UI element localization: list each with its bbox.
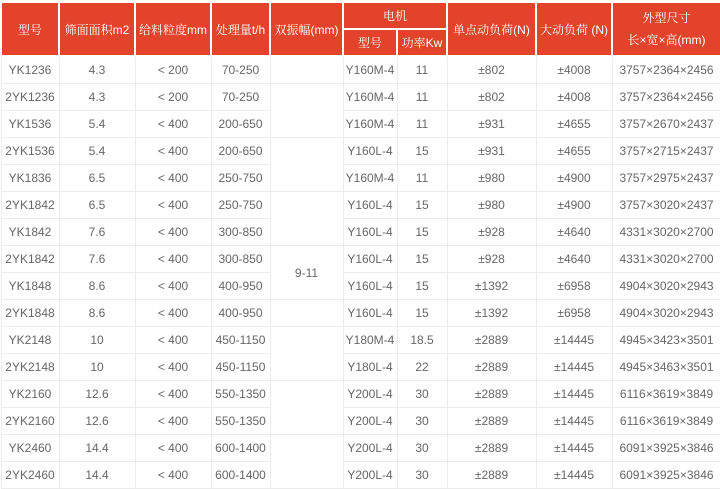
model-cell: YK1842 [1,219,59,246]
capacity-cell: 550-1350 [211,408,270,435]
screen-area-cell: 12.6 [59,381,135,408]
model-cell: 2YK1842 [1,192,59,219]
table-row [1,219,720,246]
model-cell: YK1848 [1,273,59,300]
max-load-cell: ±4008 [536,84,612,111]
feed-size-cell: < 400 [135,462,211,489]
amplitude-cell [270,138,343,192]
table-row [1,246,720,273]
single-point-load-cell: ±2889 [447,354,536,381]
motor-power-cell: 15 [397,192,447,219]
model-cell: YK1536 [1,111,59,138]
capacity-cell: 550-1350 [211,381,270,408]
max-load-cell: ±4655 [536,111,612,138]
feed-size-cell: < 400 [135,300,211,327]
table-row [1,56,720,84]
motor-power-cell: 15 [397,138,447,165]
table-row [1,408,720,435]
header-dimensions-line1: 外型尺寸 [642,10,691,25]
screen-area-cell: 4.3 [59,84,135,111]
max-load-cell: ±4900 [536,192,612,219]
header-capacity: 处理量t/h [211,2,270,56]
feed-size-cell: < 400 [135,354,211,381]
model-cell: YK2148 [1,327,59,354]
screen-area-cell: 8.6 [59,273,135,300]
feed-size-cell: < 400 [135,273,211,300]
motor-power-cell: 18.5 [397,327,447,354]
table-body [1,56,720,489]
dimensions-cell: 4331×3020×2700 [612,219,720,246]
dimensions-cell: 6116×3619×3849 [612,408,720,435]
feed-size-cell: < 400 [135,327,211,354]
single-point-load-cell: ±931 [447,138,536,165]
max-load-cell: ±6958 [536,273,612,300]
max-load-cell: ±4900 [536,165,612,192]
dimensions-cell: 4945×3423×3501 [612,327,720,354]
dimensions-cell: 3757×3020×2437 [612,192,720,219]
motor-model-cell: Y160L-4 [343,219,397,246]
model-cell: YK2460 [1,435,59,462]
amplitude-cell [270,300,343,327]
dimensions-cell: 3757×2364×2456 [612,56,720,84]
amplitude-cell [270,56,343,84]
motor-model-cell: Y200L-4 [343,462,397,489]
motor-power-cell: 11 [397,84,447,111]
table-row [1,111,720,138]
max-load-cell: ±14445 [536,354,612,381]
table-row [1,462,720,489]
motor-power-cell: 15 [397,300,447,327]
capacity-cell: 200-650 [211,138,270,165]
single-point-load-cell: ±1392 [447,273,536,300]
screen-area-cell: 14.4 [59,435,135,462]
max-load-cell: ±14445 [536,408,612,435]
max-load-cell: ±14445 [536,462,612,489]
table-row [1,435,720,462]
motor-power-cell: 11 [397,111,447,138]
amplitude-cell: 9-11 [270,246,343,300]
single-point-load-cell: ±928 [447,246,536,273]
feed-size-cell: < 400 [135,246,211,273]
motor-model-cell: Y160M-4 [343,84,397,111]
single-point-load-cell: ±802 [447,84,536,111]
motor-power-cell: 11 [397,165,447,192]
single-point-load-cell: ±980 [447,192,536,219]
capacity-cell: 70-250 [211,56,270,84]
table-row [1,327,720,354]
screen-area-cell: 6.5 [59,165,135,192]
screen-area-cell: 7.6 [59,219,135,246]
amplitude-cell [270,327,343,381]
dimensions-cell: 4904×3020×2943 [612,300,720,327]
spec-table [0,1,720,489]
capacity-cell: 250-750 [211,165,270,192]
max-load-cell: ±4640 [536,219,612,246]
single-point-load-cell: ±2889 [447,327,536,354]
capacity-cell: 400-950 [211,300,270,327]
amplitude-cell [270,435,343,489]
model-cell: 2YK1848 [1,300,59,327]
table-row [1,84,720,111]
feed-size-cell: < 400 [135,192,211,219]
table-row [1,354,720,381]
feed-size-cell: < 400 [135,138,211,165]
header-dimensions [612,2,720,56]
feed-size-cell: < 400 [135,219,211,246]
max-load-cell: ±4640 [536,246,612,273]
model-cell: 2YK1842 [1,246,59,273]
table-row [1,165,720,192]
capacity-cell: 200-650 [211,111,270,138]
model-cell: 2YK2460 [1,462,59,489]
capacity-cell: 250-750 [211,192,270,219]
header-single-point-load: 单点动负荷(N) [447,2,536,56]
single-point-load-cell: ±931 [447,111,536,138]
motor-model-cell: Y180L-4 [343,354,397,381]
header-amplitude: 双振幅(mm) [270,2,343,56]
screen-area-cell: 5.4 [59,138,135,165]
max-load-cell: ±14445 [536,435,612,462]
motor-model-cell: Y160L-4 [343,138,397,165]
motor-power-cell: 30 [397,462,447,489]
screen-area-cell: 7.6 [59,246,135,273]
screen-area-cell: 12.6 [59,408,135,435]
max-load-cell: ±14445 [536,381,612,408]
motor-model-cell: Y160L-4 [343,300,397,327]
motor-model-cell: Y160M-4 [343,165,397,192]
motor-power-cell: 30 [397,408,447,435]
motor-model-cell: Y200L-4 [343,408,397,435]
motor-model-cell: Y160M-4 [343,111,397,138]
motor-model-cell: Y160L-4 [343,273,397,300]
motor-model-cell: Y160M-4 [343,56,397,84]
feed-size-cell: < 400 [135,408,211,435]
header-dimensions-line2: 长×宽×高(mm) [627,32,706,47]
screen-area-cell: 8.6 [59,300,135,327]
capacity-cell: 70-250 [211,84,270,111]
screen-area-cell: 14.4 [59,462,135,489]
model-cell: 2YK1536 [1,138,59,165]
dimensions-cell: 3757×2670×2437 [612,111,720,138]
screen-area-cell: 4.3 [59,56,135,84]
feed-size-cell: < 200 [135,84,211,111]
amplitude-cell [270,192,343,246]
table-row [1,192,720,219]
capacity-cell: 300-850 [211,219,270,246]
dimensions-cell: 3757×2715×2437 [612,138,720,165]
screen-area-cell: 10 [59,327,135,354]
feed-size-cell: < 400 [135,111,211,138]
capacity-cell: 450-1150 [211,327,270,354]
header-model: 型号 [1,2,59,56]
feed-size-cell: < 400 [135,435,211,462]
motor-model-cell: Y160L-4 [343,246,397,273]
motor-power-cell: 15 [397,273,447,300]
max-load-cell: ±4655 [536,138,612,165]
dimensions-cell: 4945×3463×3501 [612,354,720,381]
dimensions-cell: 4331×3020×2700 [612,246,720,273]
model-cell: 2YK2160 [1,408,59,435]
feed-size-cell: < 200 [135,56,211,84]
single-point-load-cell: ±980 [447,165,536,192]
motor-model-cell: Y160L-4 [343,192,397,219]
single-point-load-cell: ±928 [447,219,536,246]
feed-size-cell: < 400 [135,165,211,192]
dimensions-cell: 3757×2975×2437 [612,165,720,192]
dimensions-cell: 6116×3619×3849 [612,381,720,408]
table-row [1,138,720,165]
max-load-cell: ±6958 [536,300,612,327]
motor-power-cell: 11 [397,56,447,84]
single-point-load-cell: ±1392 [447,300,536,327]
screen-area-cell: 10 [59,354,135,381]
table-row [1,300,720,327]
single-point-load-cell: ±2889 [447,462,536,489]
capacity-cell: 600-1400 [211,435,270,462]
header-screen-area: 筛面面积m2 [59,2,135,56]
motor-model-cell: Y200L-4 [343,435,397,462]
table-row [1,273,720,300]
motor-model-cell: Y200L-4 [343,381,397,408]
dimensions-cell: 3757×2364×2456 [612,84,720,111]
screen-area-cell: 5.4 [59,111,135,138]
single-point-load-cell: ±2889 [447,435,536,462]
model-cell: 2YK1236 [1,84,59,111]
header-row-1 [1,2,720,29]
single-point-load-cell: ±2889 [447,408,536,435]
single-point-load-cell: ±802 [447,56,536,84]
feed-size-cell: < 400 [135,381,211,408]
dimensions-cell: 6091×3925×3846 [612,435,720,462]
header-feed-size: 给料粒度mm [135,2,211,56]
model-cell: YK2160 [1,381,59,408]
model-cell: YK1236 [1,56,59,84]
amplitude-cell [270,381,343,435]
header-motor-model: 型号 [343,29,397,56]
table-row [1,381,720,408]
motor-model-cell: Y180M-4 [343,327,397,354]
single-point-load-cell: ±2889 [447,381,536,408]
table-header [1,2,720,56]
model-cell: YK1836 [1,165,59,192]
amplitude-cell [270,84,343,138]
dimensions-cell: 6091×3925×3846 [612,462,720,489]
header-motor-group: 电机 [343,2,447,29]
motor-power-cell: 22 [397,354,447,381]
capacity-cell: 600-1400 [211,462,270,489]
capacity-cell: 300-850 [211,246,270,273]
motor-power-cell: 15 [397,219,447,246]
motor-power-cell: 30 [397,381,447,408]
capacity-cell: 450-1150 [211,354,270,381]
screen-area-cell: 6.5 [59,192,135,219]
motor-power-cell: 30 [397,435,447,462]
header-max-load: 大动负荷 (N) [536,2,612,56]
capacity-cell: 400-950 [211,273,270,300]
dimensions-cell: 4904×3020×2943 [612,273,720,300]
header-motor-power: 功率Kw [397,29,447,56]
max-load-cell: ±4008 [536,56,612,84]
model-cell: 2YK2148 [1,354,59,381]
motor-power-cell: 15 [397,246,447,273]
max-load-cell: ±14445 [536,327,612,354]
